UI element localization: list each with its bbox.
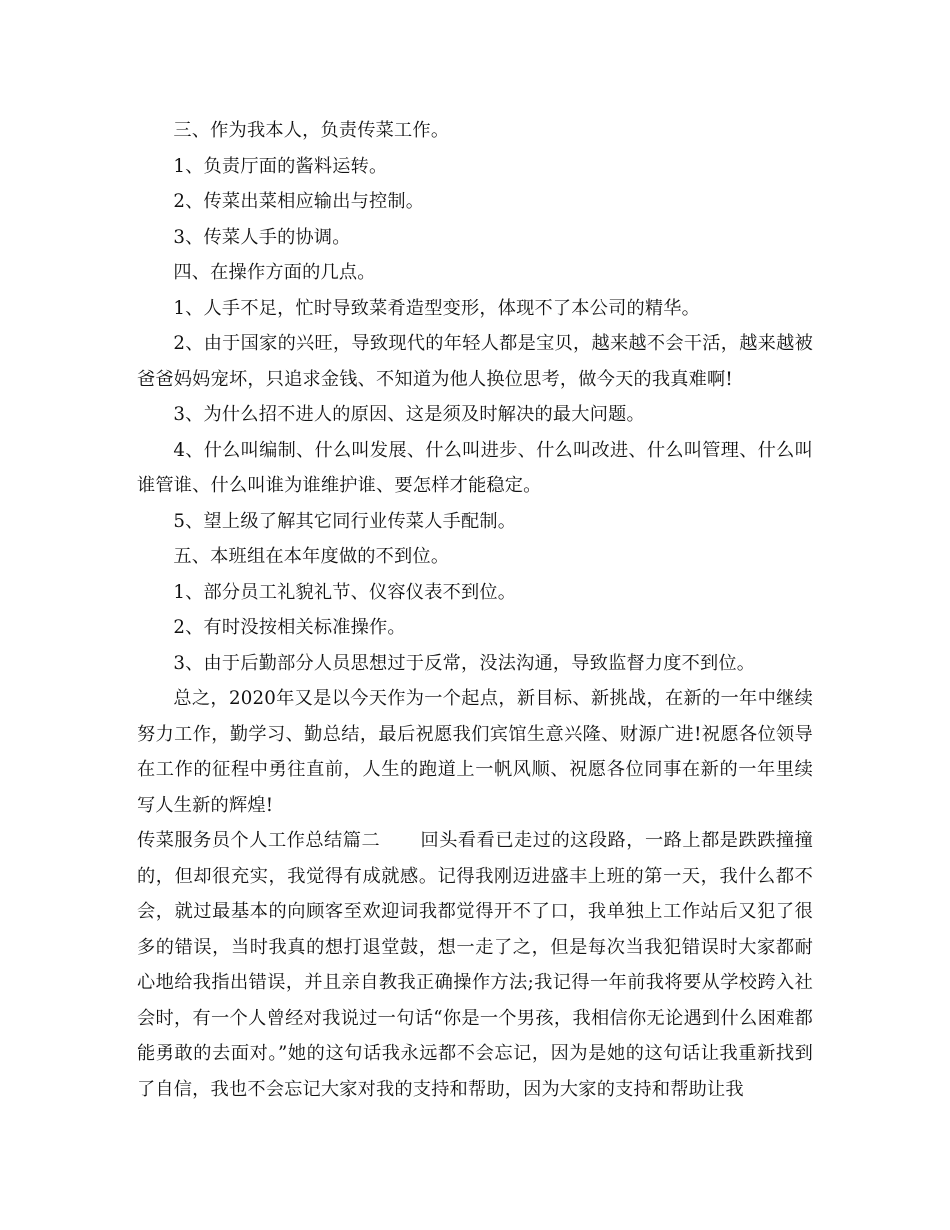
paragraph: 3、传菜人手的协调。 (173, 226, 351, 248)
section-title: 传菜服务员个人工作总结篇二 (137, 830, 381, 851)
section-two-text: 回头看看已走过的这段路，一路上都是跌跌撞撞的，但却很充实，我觉得有成就感。记得我刚迈进盛丰上班的第一天，我什么都不会，就过最基本的向顾客至欢迎词我都觉得开不了口，我单独上工作站后又犯了很多的错误，当时我真的想打退堂鼓，想一走了之，但是每次当我犯错误时大家都耐心地给我指出错误，并且亲自教我正确操作方法;我记得一年前我将要从学校跨入社会时，有一个人曾经对我说过一句话“你是一个男孩，我相信你无论遇到什么困难都能勇敢的去面对。”她的这句话我永远都不会忘记，因为是她的这句话让我重新找到了自信，我也不会忘记大家对我的支持和帮助，因为大家的支持和帮助让我 (137, 830, 814, 1100)
paragraph: 3、为什么招不进人的原因、这是须及时解决的最大问题。 (173, 404, 645, 425)
paragraph: 5、望上级了解其它同行业传菜人手配制。 (173, 510, 517, 532)
paragraph: 三、作为我本人，负责传菜工作。 (173, 120, 450, 141)
document-body (137, 113, 813, 1107)
paragraph: 总之，2020年又是以今天作为一个起点，新目标、新挑战，在新的一年中继续努力工作，勤学习、勤总结，最后祝愿我们宾馆生意兴隆、财源广进!祝愿各位领导在工作的征程中勇往直前，人生的跑道上一帆风顺、祝愿各位同事在新的一年里续写人生新的辉煌! (137, 688, 813, 816)
paragraph: 五、本班组在本年度做的不到位。 (173, 546, 450, 567)
paragraph: 1、负责厅面的酱料运转。 (173, 155, 388, 177)
paragraph: 2、由于国家的兴旺，导致现代的年轻人都是宝贝，越来越不会干活，越来越被爸爸妈妈宠坏，只追求金钱、不知道为他人换位思考，做今天的我真难啊! (137, 333, 813, 390)
paragraph: 2、有时没按相关标准操作。 (173, 617, 406, 638)
paragraph: 2、传菜出菜相应输出与控制。 (173, 191, 425, 212)
paragraph: 四、在操作方面的几点。 (173, 262, 376, 283)
paragraph: 3、由于后勤部分人员思想过于反常，没法沟通，导致监督力度不到位。 (173, 652, 756, 674)
paragraph: 1、部分员工礼貌礼节、仪容仪表不到位。 (173, 581, 517, 603)
paragraph: 4、什么叫编制、什么叫发展、什么叫进步、什么叫改进、什么叫管理、什么叫谁管谁、什么叫谁为谁维护谁、要怎样才能稳定。 (137, 439, 813, 496)
section-two-paragraph (137, 823, 813, 1107)
paragraph: 1、人手不足，忙时导致菜肴造型变形，体现不了本公司的精华。 (173, 297, 701, 319)
